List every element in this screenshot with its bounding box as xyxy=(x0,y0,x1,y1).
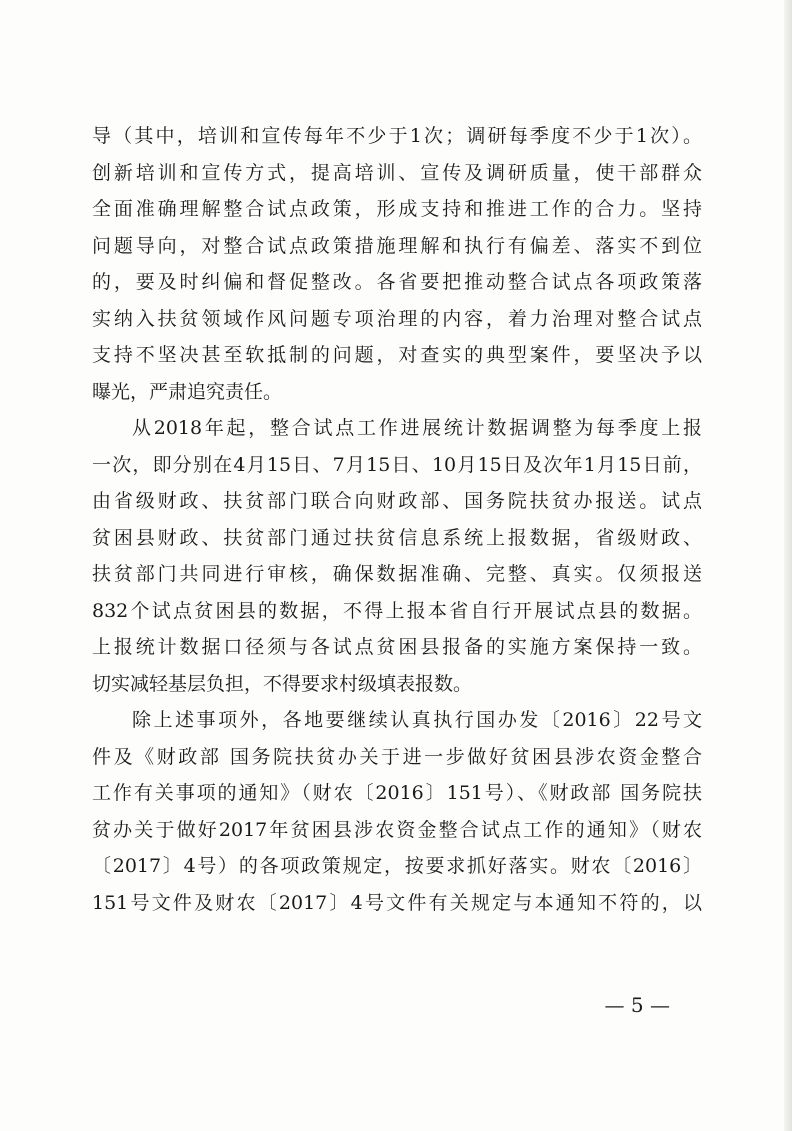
text-line: 问题导向，对整合试点政策措施理解和执行有偏差、落实不到位 xyxy=(92,234,702,257)
text-line: 的，要及时纠偏和督促整改。各省要把推动整合试点各项政策落 xyxy=(92,271,702,293)
paragraph-start-line: 除上述事项外，各地要继续认真执行国办发〔2016〕22号文 xyxy=(132,709,702,731)
text-line: 曝光，严肃追究责任。 xyxy=(92,380,283,403)
text-line: 支持不坚决甚至软抵制的问题，对查实的典型案件，要坚决予以 xyxy=(92,344,702,366)
text-line: 全面准确理解整合试点政策，形成支持和推进工作的合力。坚持 xyxy=(92,198,702,220)
body-text xyxy=(92,118,702,921)
text-line: 实纳入扶贫领域作风问题专项治理的内容，着力治理对整合试点 xyxy=(92,307,702,330)
scan-edge-shadow xyxy=(784,0,792,1131)
text-line: 贫困县财政、扶贫部门通过扶贫信息系统上报数据，省级财政、 xyxy=(92,526,702,549)
text-line: 扶贫部门共同进行审核，确保数据准确、完整、真实。仅须报送 xyxy=(92,563,702,585)
paragraph-start-line: 从2018年起，整合试点工作进展统计数据调整为每季度上报 xyxy=(132,417,702,439)
text-line: 〔2017〕4号）的各项政策规定，按要求抓好落实。财农〔2016〕 xyxy=(92,855,702,877)
text-line: 贫办关于做好2017年贫困县涉农资金整合试点工作的通知》（财农 xyxy=(92,818,702,841)
text-line: 151号文件及财农〔2017〕4号文件有关规定与本通知不符的，以 xyxy=(92,891,702,914)
text-line: 导（其中，培训和宣传每年不少于1次；调研每季度不少于1次）。 xyxy=(92,125,702,147)
text-line: 上报统计数据口径须与各试点贫困县报备的实施方案保持一致。 xyxy=(92,636,702,658)
page-number: — 5 — xyxy=(604,993,670,1017)
text-line: 件及《财政部 国务院扶贫办关于进一步做好贫困县涉农资金整合 xyxy=(92,745,702,768)
text-line: 切实减轻基层负担，不得要求村级填表报数。 xyxy=(92,672,473,695)
text-line: 832个试点贫困县的数据，不得上报本省自行开展试点县的数据。 xyxy=(92,599,702,622)
text-line: 创新培训和宣传方式，提高培训、宣传及调研质量，使干部群众 xyxy=(92,161,702,184)
text-line: 由省级财政、扶贫部门联合向财政部、国务院扶贫办报送。试点 xyxy=(92,490,702,512)
text-line: 一次，即分别在4月15日、7月15日、10月15日及次年1月15日前， xyxy=(92,453,702,476)
text-line: 工作有关事项的通知》（财农〔2016〕151号）、《财政部 国务院扶 xyxy=(92,782,702,804)
